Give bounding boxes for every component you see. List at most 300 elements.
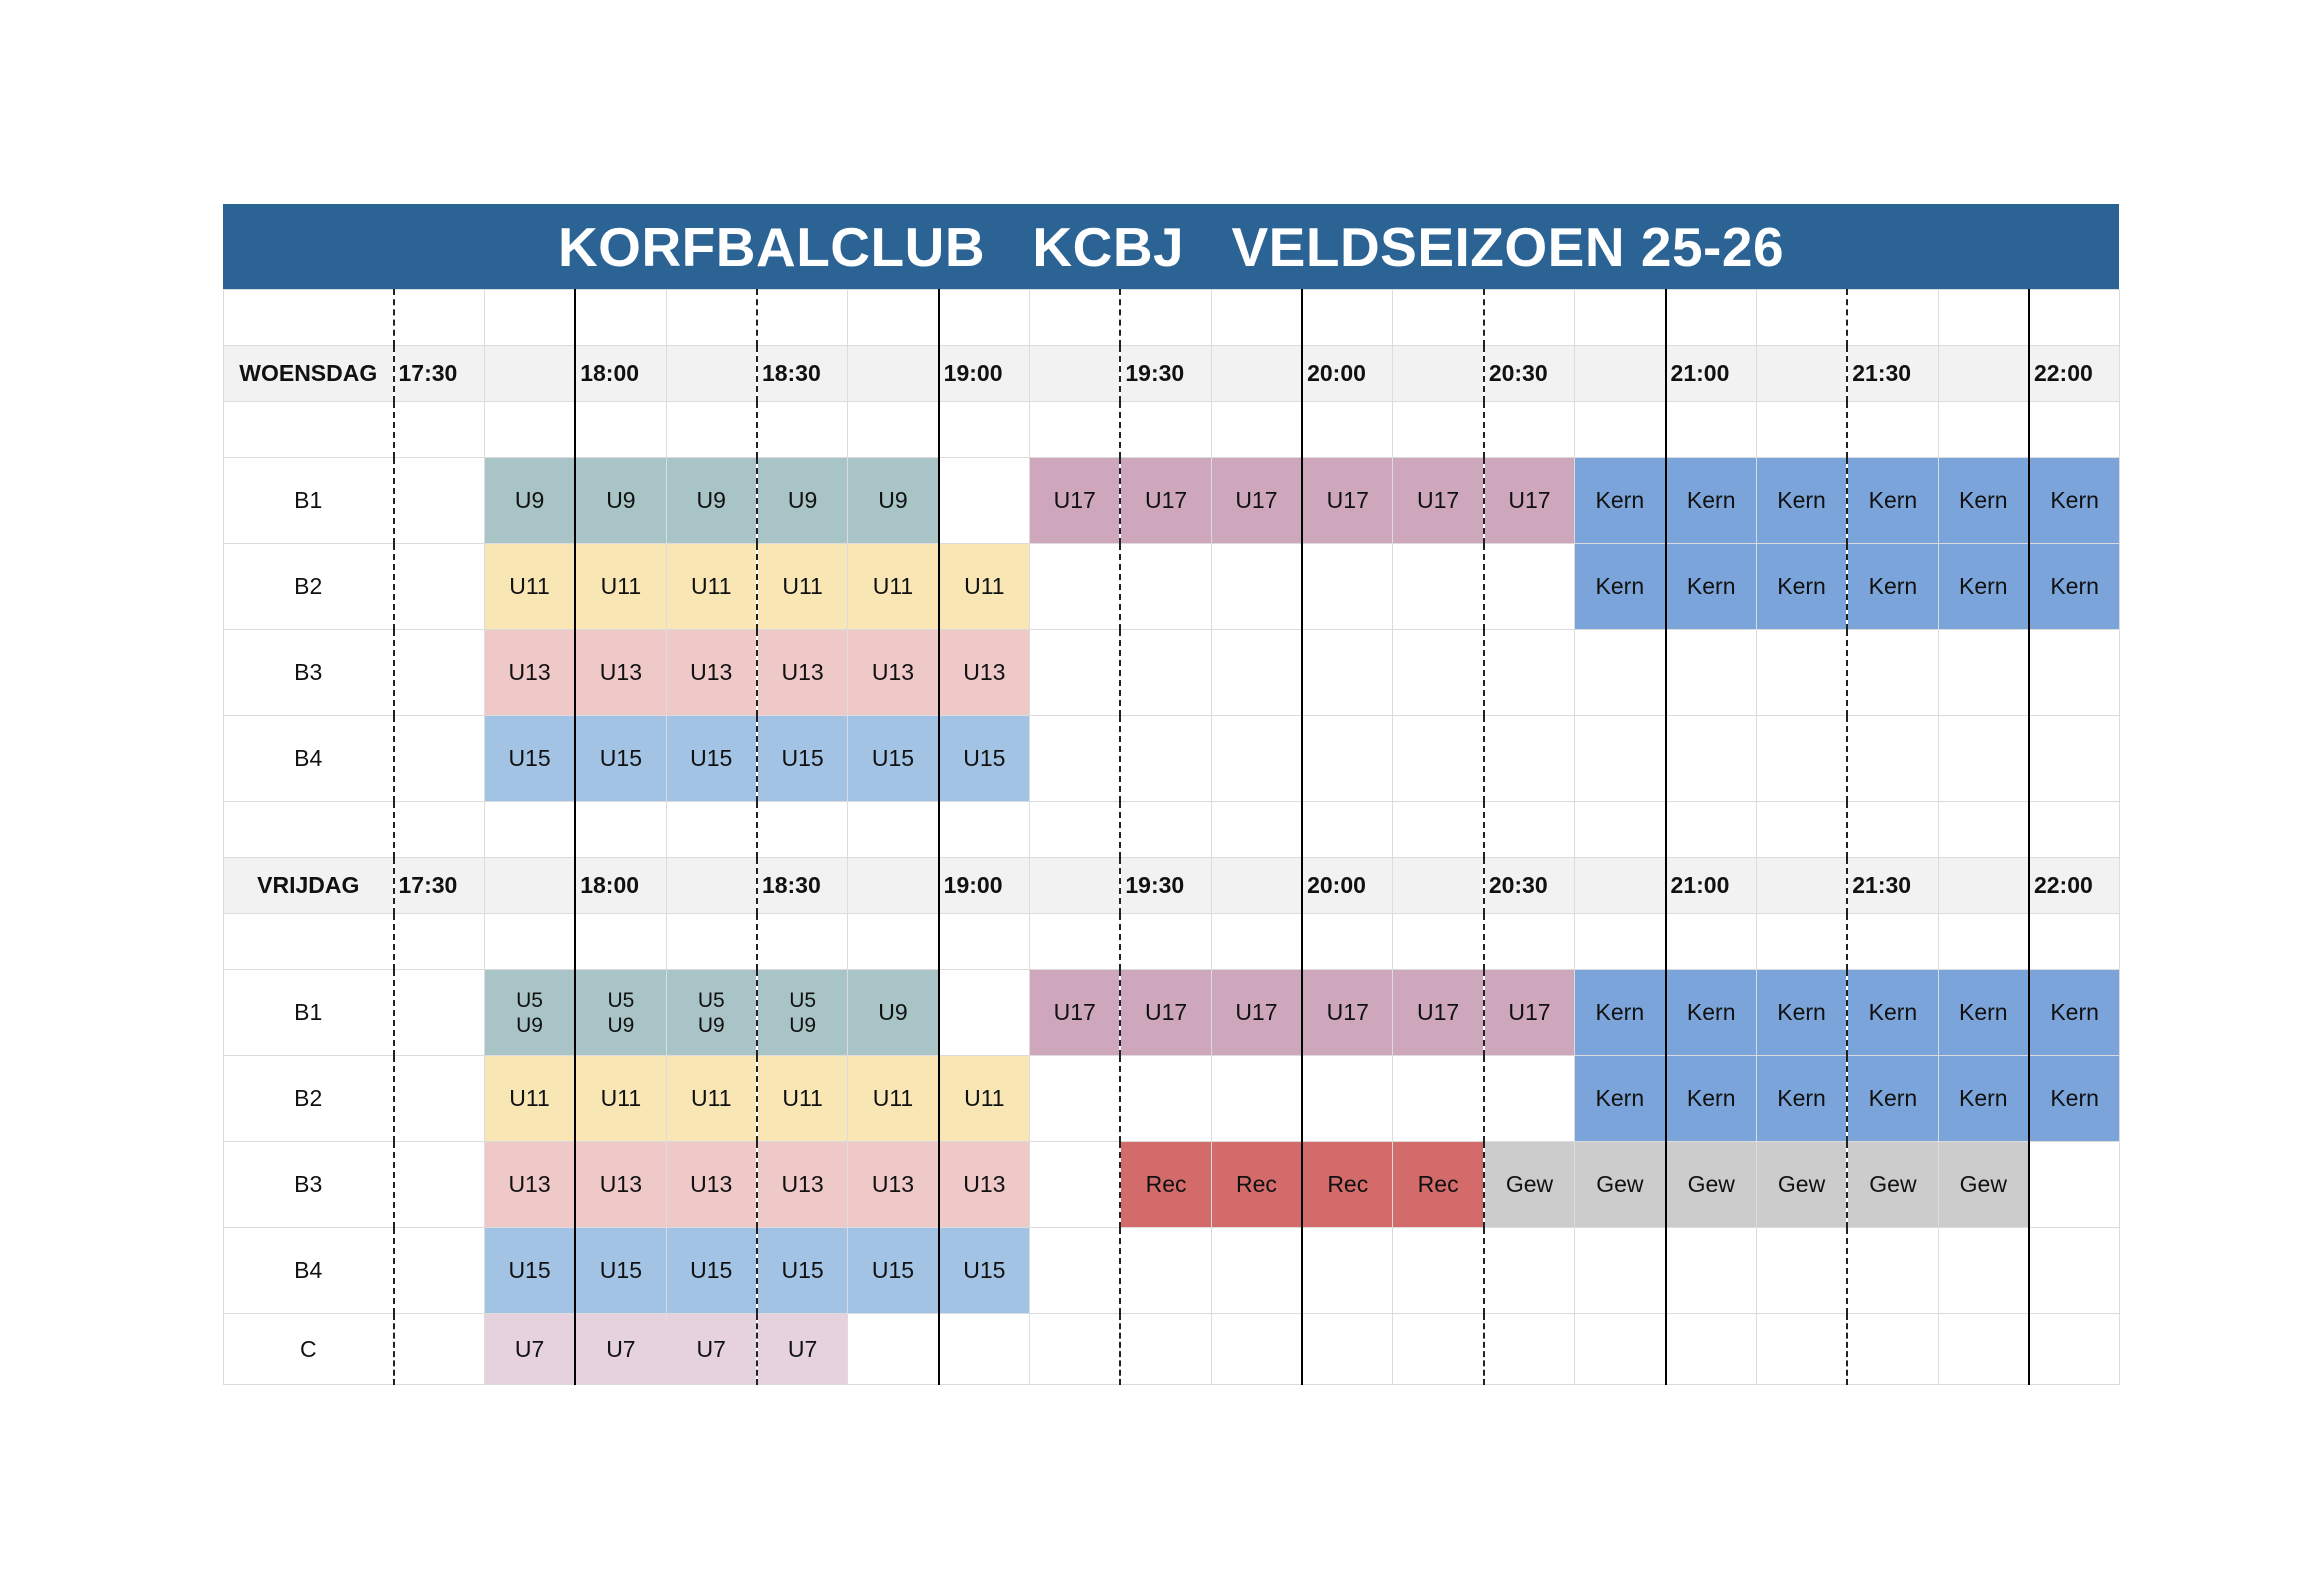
empty-cell [2029, 630, 2120, 716]
team-slot: U17 [1302, 458, 1393, 544]
empty-cell [1575, 402, 1666, 458]
team-slot: Kern [2029, 544, 2120, 630]
empty-cell [2029, 402, 2120, 458]
time-label [666, 346, 757, 402]
team-slot: U9 [848, 970, 939, 1056]
empty-cell [1211, 716, 1302, 802]
day-label: WOENSDAG [224, 346, 394, 402]
team-slot: U9 [484, 458, 575, 544]
empty-cell [939, 402, 1030, 458]
team-slot: U5 U9 [575, 970, 666, 1056]
empty-cell [1756, 290, 1847, 346]
empty-cell [1211, 402, 1302, 458]
field-label: B4 [224, 716, 394, 802]
team-slot: Rec [1302, 1142, 1393, 1228]
team-slot: U5 U9 [757, 970, 848, 1056]
team-slot: U13 [666, 630, 757, 716]
empty-cell [1666, 914, 1757, 970]
team-slot: Kern [2029, 970, 2120, 1056]
day-header-row [224, 346, 2120, 402]
day-label: VRIJDAG [224, 858, 394, 914]
team-slot: Kern [1666, 1056, 1757, 1142]
time-label: 21:00 [1666, 858, 1757, 914]
empty-cell [1484, 914, 1575, 970]
empty-cell [1847, 914, 1938, 970]
empty-cell [1030, 290, 1121, 346]
empty-cell [1120, 1314, 1211, 1385]
empty-cell [939, 290, 1030, 346]
time-label [1393, 346, 1484, 402]
empty-cell [848, 1314, 939, 1385]
spacer-row [224, 914, 2120, 970]
team-slot: U13 [484, 630, 575, 716]
team-slot: U13 [848, 1142, 939, 1228]
empty-cell [1393, 1314, 1484, 1385]
empty-cell [224, 802, 394, 858]
team-slot: U5 U9 [666, 970, 757, 1056]
team-slot: Kern [1847, 458, 1938, 544]
team-slot: U9 [757, 458, 848, 544]
empty-cell [1120, 544, 1211, 630]
field-row [224, 1228, 2120, 1314]
time-label [1938, 346, 2029, 402]
empty-cell [1938, 1314, 2029, 1385]
team-slot: Kern [1756, 544, 1847, 630]
time-label: 18:30 [757, 858, 848, 914]
empty-cell [757, 802, 848, 858]
team-slot: U13 [666, 1142, 757, 1228]
empty-cell [1575, 1314, 1666, 1385]
empty-cell [394, 458, 485, 544]
field-label: B2 [224, 544, 394, 630]
team-slot: U11 [939, 1056, 1030, 1142]
empty-cell [1393, 402, 1484, 458]
empty-cell [224, 290, 394, 346]
team-slot: U11 [575, 544, 666, 630]
empty-cell [2029, 1314, 2120, 1385]
team-slot: U15 [848, 716, 939, 802]
empty-cell [1211, 290, 1302, 346]
team-slot: U7 [484, 1314, 575, 1385]
team-slot: Kern [1938, 544, 2029, 630]
team-slot: U17 [1120, 458, 1211, 544]
team-slot: U17 [1120, 970, 1211, 1056]
empty-cell [848, 290, 939, 346]
empty-cell [1756, 716, 1847, 802]
team-slot: U7 [666, 1314, 757, 1385]
empty-cell [1030, 914, 1121, 970]
empty-cell [939, 802, 1030, 858]
empty-cell [1211, 630, 1302, 716]
empty-cell [1484, 402, 1575, 458]
empty-cell [848, 402, 939, 458]
empty-cell [1756, 402, 1847, 458]
team-slot: Kern [1847, 1056, 1938, 1142]
team-slot: Rec [1393, 1142, 1484, 1228]
team-slot: Rec [1120, 1142, 1211, 1228]
team-slot: Kern [1847, 970, 1938, 1056]
team-slot: U17 [1393, 970, 1484, 1056]
time-label [1211, 346, 1302, 402]
team-slot: U13 [757, 630, 848, 716]
time-label: 18:00 [575, 858, 666, 914]
empty-cell [1666, 630, 1757, 716]
empty-cell [1030, 544, 1121, 630]
field-label: B3 [224, 1142, 394, 1228]
team-slot: U17 [1030, 970, 1121, 1056]
empty-cell [1938, 716, 2029, 802]
empty-cell [575, 402, 666, 458]
field-row [224, 458, 2120, 544]
empty-cell [1484, 630, 1575, 716]
team-slot: U15 [939, 716, 1030, 802]
empty-cell [939, 458, 1030, 544]
team-slot: U17 [1484, 458, 1575, 544]
empty-cell [484, 402, 575, 458]
empty-cell [224, 402, 394, 458]
empty-cell [1938, 630, 2029, 716]
team-slot: U15 [757, 716, 848, 802]
empty-cell [575, 802, 666, 858]
empty-cell [1030, 802, 1121, 858]
team-slot: Kern [1756, 1056, 1847, 1142]
empty-cell [2029, 716, 2120, 802]
empty-cell [1756, 914, 1847, 970]
team-slot: U11 [757, 1056, 848, 1142]
empty-cell [1484, 290, 1575, 346]
team-slot: Kern [1938, 458, 2029, 544]
team-slot: U17 [1393, 458, 1484, 544]
empty-cell [1030, 716, 1121, 802]
time-label: 22:00 [2029, 858, 2120, 914]
time-label: 20:00 [1302, 346, 1393, 402]
empty-cell [1393, 630, 1484, 716]
empty-cell [848, 802, 939, 858]
team-slot: Gew [1666, 1142, 1757, 1228]
empty-cell [1211, 544, 1302, 630]
spacer-row [224, 290, 2120, 346]
team-slot: U11 [757, 544, 848, 630]
empty-cell [939, 970, 1030, 1056]
empty-cell [394, 1056, 485, 1142]
team-slot: U17 [1211, 970, 1302, 1056]
team-slot: U15 [848, 1228, 939, 1314]
time-label [1030, 858, 1121, 914]
team-slot: U7 [757, 1314, 848, 1385]
field-row [224, 1142, 2120, 1228]
team-slot: U15 [484, 716, 575, 802]
empty-cell [1302, 630, 1393, 716]
empty-cell [1120, 1228, 1211, 1314]
empty-cell [1302, 716, 1393, 802]
empty-cell [1575, 802, 1666, 858]
time-label [848, 346, 939, 402]
empty-cell [2029, 802, 2120, 858]
empty-cell [1302, 1228, 1393, 1314]
empty-cell [1484, 716, 1575, 802]
team-slot: Kern [1666, 544, 1757, 630]
empty-cell [1575, 630, 1666, 716]
empty-cell [1030, 1056, 1121, 1142]
team-slot: U17 [1484, 970, 1575, 1056]
empty-cell [1666, 1228, 1757, 1314]
empty-cell [394, 802, 485, 858]
team-slot: U13 [575, 1142, 666, 1228]
empty-cell [1756, 802, 1847, 858]
time-label: 20:30 [1484, 858, 1575, 914]
team-slot: Kern [1938, 1056, 2029, 1142]
empty-cell [666, 290, 757, 346]
empty-cell [1211, 914, 1302, 970]
team-slot: U11 [484, 1056, 575, 1142]
empty-cell [394, 630, 485, 716]
field-row [224, 1314, 2120, 1385]
team-slot: Gew [1938, 1142, 2029, 1228]
empty-cell [1302, 1056, 1393, 1142]
empty-cell [2029, 914, 2120, 970]
page-title: KORFBALCLUB KCBJ VELDSEIZOEN 25-26 [223, 204, 2119, 289]
time-label: 19:30 [1120, 346, 1211, 402]
empty-cell [394, 1142, 485, 1228]
time-label [1030, 346, 1121, 402]
time-label [666, 858, 757, 914]
time-label [1211, 858, 1302, 914]
time-label: 19:00 [939, 346, 1030, 402]
team-slot: U11 [939, 544, 1030, 630]
empty-cell [1302, 1314, 1393, 1385]
time-label [484, 858, 575, 914]
empty-cell [394, 970, 485, 1056]
empty-cell [394, 290, 485, 346]
team-slot: U9 [848, 458, 939, 544]
schedule-sheet [223, 204, 2119, 1385]
empty-cell [394, 1314, 485, 1385]
empty-cell [1120, 914, 1211, 970]
team-slot: U13 [757, 1142, 848, 1228]
team-slot: Kern [1666, 970, 1757, 1056]
empty-cell [1938, 1228, 2029, 1314]
field-row [224, 970, 2120, 1056]
time-label [484, 346, 575, 402]
empty-cell [2029, 290, 2120, 346]
team-slot: U17 [1030, 458, 1121, 544]
time-label: 21:30 [1847, 346, 1938, 402]
empty-cell [1211, 802, 1302, 858]
team-slot: U11 [666, 544, 757, 630]
empty-cell [394, 1228, 485, 1314]
team-slot: U13 [484, 1142, 575, 1228]
empty-cell [1847, 630, 1938, 716]
empty-cell [1484, 1314, 1575, 1385]
time-label [1575, 858, 1666, 914]
team-slot: Gew [1484, 1142, 1575, 1228]
empty-cell [1484, 1056, 1575, 1142]
team-slot: U15 [666, 716, 757, 802]
field-row [224, 630, 2120, 716]
empty-cell [1575, 1228, 1666, 1314]
time-label [848, 858, 939, 914]
empty-cell [848, 914, 939, 970]
team-slot: U17 [1302, 970, 1393, 1056]
empty-cell [757, 290, 848, 346]
empty-cell [1211, 1056, 1302, 1142]
empty-cell [1120, 290, 1211, 346]
empty-cell [1120, 716, 1211, 802]
empty-cell [394, 402, 485, 458]
empty-cell [1030, 1314, 1121, 1385]
empty-cell [666, 402, 757, 458]
empty-cell [1575, 716, 1666, 802]
team-slot: U11 [848, 544, 939, 630]
empty-cell [575, 290, 666, 346]
empty-cell [575, 914, 666, 970]
empty-cell [1847, 716, 1938, 802]
empty-cell [939, 914, 1030, 970]
empty-cell [1393, 544, 1484, 630]
empty-cell [1484, 544, 1575, 630]
empty-cell [939, 1314, 1030, 1385]
team-slot: Kern [1575, 544, 1666, 630]
empty-cell [1211, 1228, 1302, 1314]
empty-cell [1575, 290, 1666, 346]
field-label: B1 [224, 970, 394, 1056]
team-slot: U15 [757, 1228, 848, 1314]
time-label: 18:30 [757, 346, 848, 402]
empty-cell [1484, 802, 1575, 858]
empty-cell [1847, 1228, 1938, 1314]
team-slot: U13 [575, 630, 666, 716]
empty-cell [484, 290, 575, 346]
team-slot: U9 [666, 458, 757, 544]
time-label: 19:00 [939, 858, 1030, 914]
time-label: 17:30 [394, 858, 485, 914]
time-label: 17:30 [394, 346, 485, 402]
team-slot: Kern [1938, 970, 2029, 1056]
team-slot: U13 [848, 630, 939, 716]
empty-cell [2029, 1228, 2120, 1314]
empty-cell [2029, 1142, 2120, 1228]
team-slot: U11 [484, 544, 575, 630]
team-slot: Kern [1666, 458, 1757, 544]
empty-cell [1393, 716, 1484, 802]
empty-cell [757, 914, 848, 970]
team-slot: U7 [575, 1314, 666, 1385]
empty-cell [1030, 1142, 1121, 1228]
empty-cell [1756, 1228, 1847, 1314]
team-slot: Kern [1756, 458, 1847, 544]
team-slot: Kern [1575, 1056, 1666, 1142]
time-label: 21:30 [1847, 858, 1938, 914]
team-slot: Kern [1847, 544, 1938, 630]
empty-cell [1938, 290, 2029, 346]
empty-cell [1302, 802, 1393, 858]
empty-cell [1302, 544, 1393, 630]
field-label: C [224, 1314, 394, 1385]
team-slot: U15 [939, 1228, 1030, 1314]
team-slot: U15 [484, 1228, 575, 1314]
empty-cell [1393, 1056, 1484, 1142]
empty-cell [1666, 402, 1757, 458]
team-slot: Gew [1575, 1142, 1666, 1228]
empty-cell [1302, 914, 1393, 970]
empty-cell [1393, 914, 1484, 970]
team-slot: U13 [939, 630, 1030, 716]
empty-cell [1302, 290, 1393, 346]
empty-cell [1938, 802, 2029, 858]
team-slot: Kern [2029, 458, 2120, 544]
empty-cell [1030, 630, 1121, 716]
team-slot: U9 [575, 458, 666, 544]
team-slot: Kern [2029, 1056, 2120, 1142]
field-label: B2 [224, 1056, 394, 1142]
time-label [1393, 858, 1484, 914]
spacer-row [224, 802, 2120, 858]
empty-cell [1666, 290, 1757, 346]
time-label: 18:00 [575, 346, 666, 402]
team-slot: U15 [575, 716, 666, 802]
team-slot: U13 [939, 1142, 1030, 1228]
empty-cell [1030, 402, 1121, 458]
empty-cell [394, 544, 485, 630]
field-row [224, 716, 2120, 802]
time-label: 20:30 [1484, 346, 1575, 402]
team-slot: U5 U9 [484, 970, 575, 1056]
empty-cell [1211, 1314, 1302, 1385]
team-slot: U11 [848, 1056, 939, 1142]
field-row [224, 1056, 2120, 1142]
time-label: 20:00 [1302, 858, 1393, 914]
empty-cell [1575, 914, 1666, 970]
empty-cell [394, 716, 485, 802]
field-label: B1 [224, 458, 394, 544]
empty-cell [666, 802, 757, 858]
team-slot: Rec [1211, 1142, 1302, 1228]
empty-cell [1120, 1056, 1211, 1142]
time-label [1938, 858, 2029, 914]
empty-cell [224, 914, 394, 970]
time-label: 21:00 [1666, 346, 1757, 402]
empty-cell [1938, 402, 2029, 458]
empty-cell [1847, 1314, 1938, 1385]
team-slot: U15 [575, 1228, 666, 1314]
empty-cell [1847, 802, 1938, 858]
team-slot: U11 [575, 1056, 666, 1142]
time-label [1575, 346, 1666, 402]
time-label [1756, 346, 1847, 402]
team-slot: Kern [1575, 458, 1666, 544]
empty-cell [1393, 802, 1484, 858]
team-slot: Gew [1847, 1142, 1938, 1228]
schedule-grid [223, 289, 2120, 1385]
empty-cell [1120, 802, 1211, 858]
empty-cell [757, 402, 848, 458]
empty-cell [484, 914, 575, 970]
empty-cell [1938, 914, 2029, 970]
empty-cell [484, 802, 575, 858]
empty-cell [1120, 402, 1211, 458]
empty-cell [1756, 1314, 1847, 1385]
empty-cell [1756, 630, 1847, 716]
spacer-row [224, 402, 2120, 458]
empty-cell [1484, 1228, 1575, 1314]
empty-cell [666, 914, 757, 970]
team-slot: Gew [1756, 1142, 1847, 1228]
day-header-row [224, 858, 2120, 914]
team-slot: U15 [666, 1228, 757, 1314]
team-slot: U11 [666, 1056, 757, 1142]
empty-cell [1393, 290, 1484, 346]
empty-cell [1847, 290, 1938, 346]
